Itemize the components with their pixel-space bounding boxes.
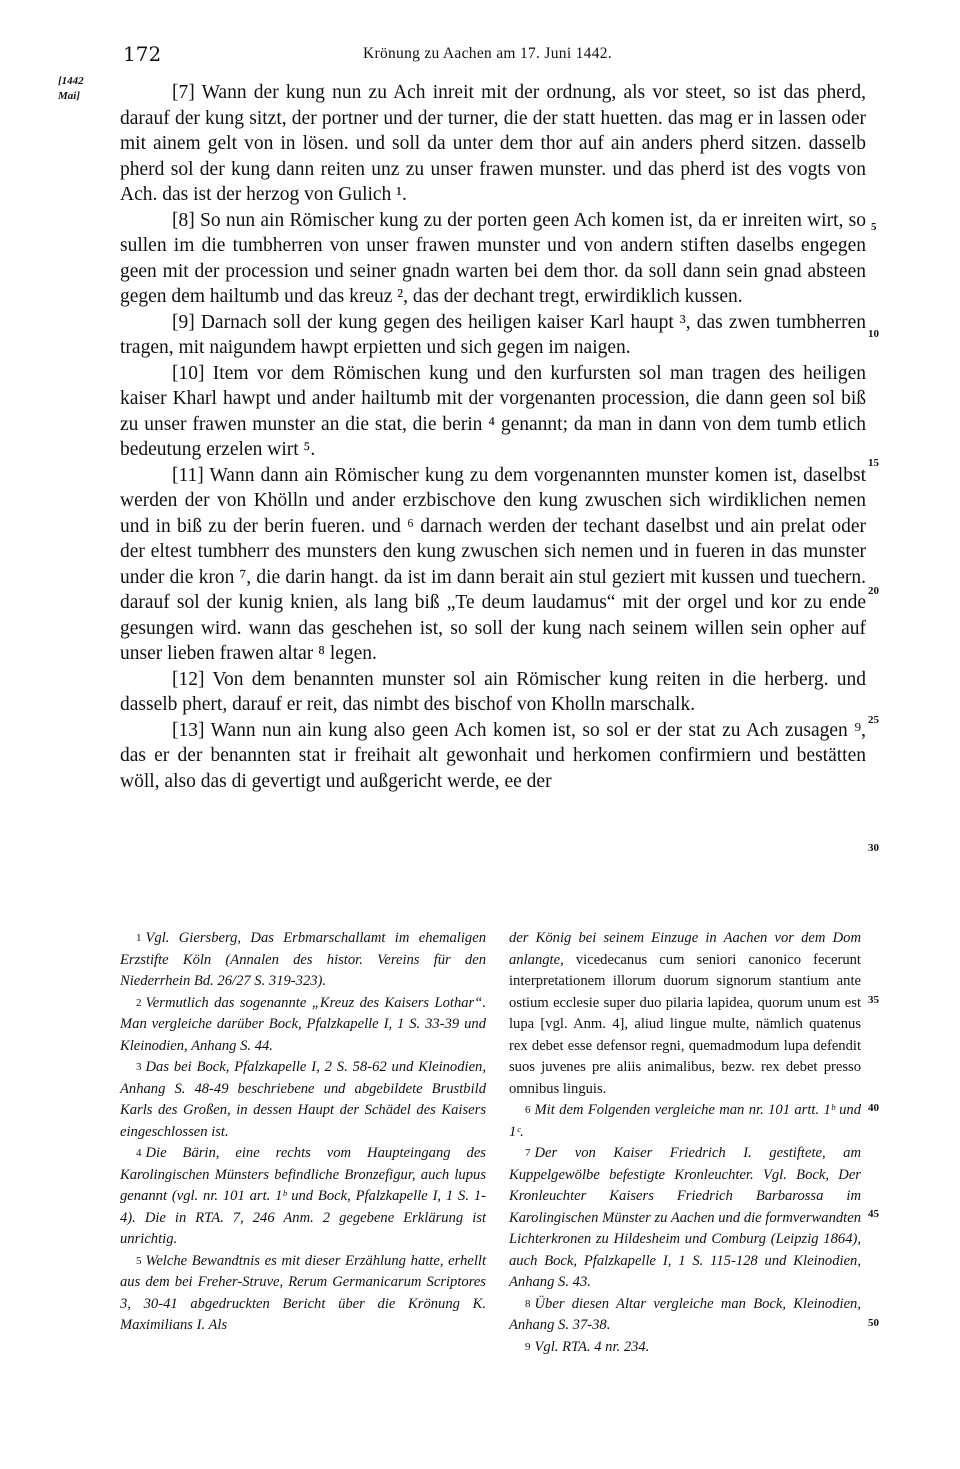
line-number: 45 xyxy=(868,1208,879,1220)
footnote-continuation xyxy=(509,928,861,1100)
footnote-text: Vgl. Giersberg, Das Erbmarschallamt im ehemaligen Erzstifte Köln (Annalen des histor. Vereins für den Niederrhein Bd. 26/27 S. 319-323). xyxy=(120,930,486,989)
paragraph-12: [12] Von dem benannten munster sol ain Römischer kung reiten in die herberg. und dasselb phert, darauf er reit, das nimbt des bischof von Kholln marschalk. xyxy=(120,668,866,715)
line-number: 40 xyxy=(868,1102,879,1114)
margin-date-month: Mai] xyxy=(58,90,80,102)
line-number: 35 xyxy=(868,994,879,1006)
line-number: 30 xyxy=(868,842,879,854)
footnote xyxy=(509,1337,861,1359)
footnote-continuation-italic: der König bei seinem Einzuge in Aachen vor dem Dom anlangte, xyxy=(509,930,861,968)
footnote-text: Mit dem Folgenden vergleiche man nr. 101 artt. 1ᵇ und 1ᶜ. xyxy=(509,1102,861,1140)
line-number: 15 xyxy=(868,457,879,469)
footnote-number: 6 xyxy=(525,1104,531,1116)
footnote xyxy=(120,928,486,993)
line-number: 50 xyxy=(868,1317,879,1329)
page-number: 172 xyxy=(123,42,162,66)
footnote-text: Die Bärin, eine rechts vom Haupteingang des Karolingischen Münsters befindliche Bronzefigur, auch lupus genannt (vgl. nr. 101 art. 1ᵇ und Bock, Pfalzkapelle I, 1 S. 1-4). Die in RTA. 7, 246 Anm. 2 gegebene Erklärung ist unrichtig. xyxy=(120,1145,486,1247)
footnote-text: Vermutlich das sogenannte „Kreuz des Kaisers Lothar“. Man vergleiche darüber Bock, Pfalzkapelle I, 1 S. 33-39 und Kleinodien, Anhang S. 44. xyxy=(120,994,486,1054)
footnote xyxy=(120,1143,486,1251)
page-header xyxy=(0,42,960,72)
main-text xyxy=(120,80,866,794)
footnote-text: Der von Kaiser Friedrich I. gestiftete, am Kuppelgewölbe befestigte Kronleuchter. Vgl. Bock, Der Kronleuchter Kaisers Friedrich Barbarossa im Karolingischen Münster zu Aachen und die formverwandten Lichterkronen zu Hildesheim und Comburg (Leipzig 1864), auch Bock, Pfalzkapelle I, 1 S. 115-128 und Kleinodien, Anhang S. 43. xyxy=(509,1145,861,1290)
line-number: 5 xyxy=(871,221,877,233)
line-number: 10 xyxy=(868,328,879,340)
footnote xyxy=(120,993,486,1058)
footnote-text: Über diesen Altar vergleiche man Bock, Kleinodien, Anhang S. 37-38. xyxy=(509,1295,861,1333)
footnote-number: 3 xyxy=(136,1061,142,1073)
paragraph-13: [13] Wann nun ain kung also geen Ach komen ist, so sol er der stat zu Ach zusagen ⁹, das er der benannten stat ir freihait alt gewonhait und herkomen confirmiern und bestätten wöll, also das di gevertigt und außgericht werde, ee der xyxy=(120,719,866,792)
paragraph-8: [8] So nun ain Römischer kung zu der porten geen Ach komen ist, da er inreiten wirt, so sullen im die tumbherren von unser frawen munster und von andern stiften daselbs engegen geen mit der procession und seiner gnadn warten bei dem thor. da soll dann sein gnad absteen gegen dem hailtumb und das kreuz ², das der dechant tregt, erwirdiklich kussen. xyxy=(120,209,866,307)
footnote xyxy=(509,1100,861,1143)
footnote xyxy=(509,1294,861,1337)
running-title: Krönung zu Aachen am 17. Juni 1442. xyxy=(363,45,612,62)
paragraph-11: [11] Wann dann ain Römischer kung zu dem vorgenannten munster komen ist, daselbst werden der von Khölln und ander erzbischove den kung zwuschen sich wirdiklichen nemen und in biß zu der berin fueren. und ⁶ darnach werden der techant daselbst und ain prelat oder der eltest tumbherr des munsters den kung zwuschen sich nemen und in fueren in das munster under die kron ⁷, die darin hangt. da ist im dann berait ain stul geziert mit kussen und tuechern. darauf sol der kunig knien, als lang biß „Te deum laudamus“ mit der orgel und kor zu ende gesungen wird. wann das geschehen ist, so soll der kung nach seinem willen sein opher auf unser lieben frawen altar ⁸ legen. xyxy=(120,464,866,664)
footnote-number: 5 xyxy=(136,1254,142,1267)
line-number: 20 xyxy=(868,585,879,597)
margin-date xyxy=(58,74,84,104)
footnote xyxy=(120,1057,486,1143)
footnotes-right-column xyxy=(509,928,861,1358)
paragraph-7: [7] Wann der kung nun zu Ach inreit mit der ordnung, als vor steet, so ist das pherd, darauf der kung sitzt, der portner und der turner, die der statt huetten. das mag er in lassen oder mit ainem gelt von in lösen. und soll da unter dem thor auf ain anders pherd sitzen. dasselb pherd sol der kung dann reiten unz zu unser frawen munster. und das pherd ist des vogts von Ach. das ist der herzog von Gulich ¹. xyxy=(120,82,866,205)
footnote-text: Das bei Bock, Pfalzkapelle I, 2 S. 58-62 und Kleinodien, Anhang S. 48-49 beschriebene und abgebildete Brustbild Karls des Großen, in dessen Haupt der Schädel des Kaisers eingeschlossen ist. xyxy=(120,1059,486,1140)
footnote-continuation-latin: vicedecanus cum seniori canonico fecerunt interpretationem illorum duorum signorum stantium ante ostium ecclesie super duo pilaria lapidea, quorum unum est lupa [vgl. Anm. 4], aliud lingue multe, nämlich quatenus rex debet esse defensor regni, quemadmodum lupa defendit suos juvenes pre aliis animalibus, bezw. rex debet presso omnibus linguis. xyxy=(509,951,861,1097)
paragraph-10: [10] Item vor dem Römischen kung und den kurfursten sol man tragen des heiligen kaiser Kharl hawpt und ander hailtumb mit der vorgenanten procession, die dann geen sol biß zu unser frawen munster an die stat, die berin ⁴ genannt; da man in dann von dem tumb etlich bedeutung erzelen wirt ⁵. xyxy=(120,362,866,460)
footnote xyxy=(509,1143,861,1294)
footnote-text: Welche Bewandtnis es mit dieser Erzählung hatte, erhellt aus dem bei Freher-Struve, Rerum Germanicarum Scriptores 3, 30-41 abgedruckten Bericht über die Krönung K. Maximilians I. Als xyxy=(120,1252,486,1333)
margin-date-year: [1442 xyxy=(58,75,84,87)
footnote-number: 4 xyxy=(136,1147,142,1159)
footnote-number: 8 xyxy=(525,1297,531,1310)
paragraph-9: [9] Darnach soll der kung gegen des heiligen kaiser Karl haupt ³, das zwen tumbherren tragen, mit naigundem hawpt erpietten und sich gegen im naigen. xyxy=(120,311,866,358)
footnote-number: 2 xyxy=(136,996,142,1009)
footnote-number: 9 xyxy=(525,1340,531,1353)
footnote-number: 7 xyxy=(525,1147,531,1159)
footnote-text: Vgl. RTA. 4 nr. 234. xyxy=(534,1338,650,1355)
footnote xyxy=(120,1251,486,1337)
footnote-number: 1 xyxy=(136,932,142,944)
line-number: 25 xyxy=(868,714,879,726)
footnotes-left-column xyxy=(120,928,486,1337)
